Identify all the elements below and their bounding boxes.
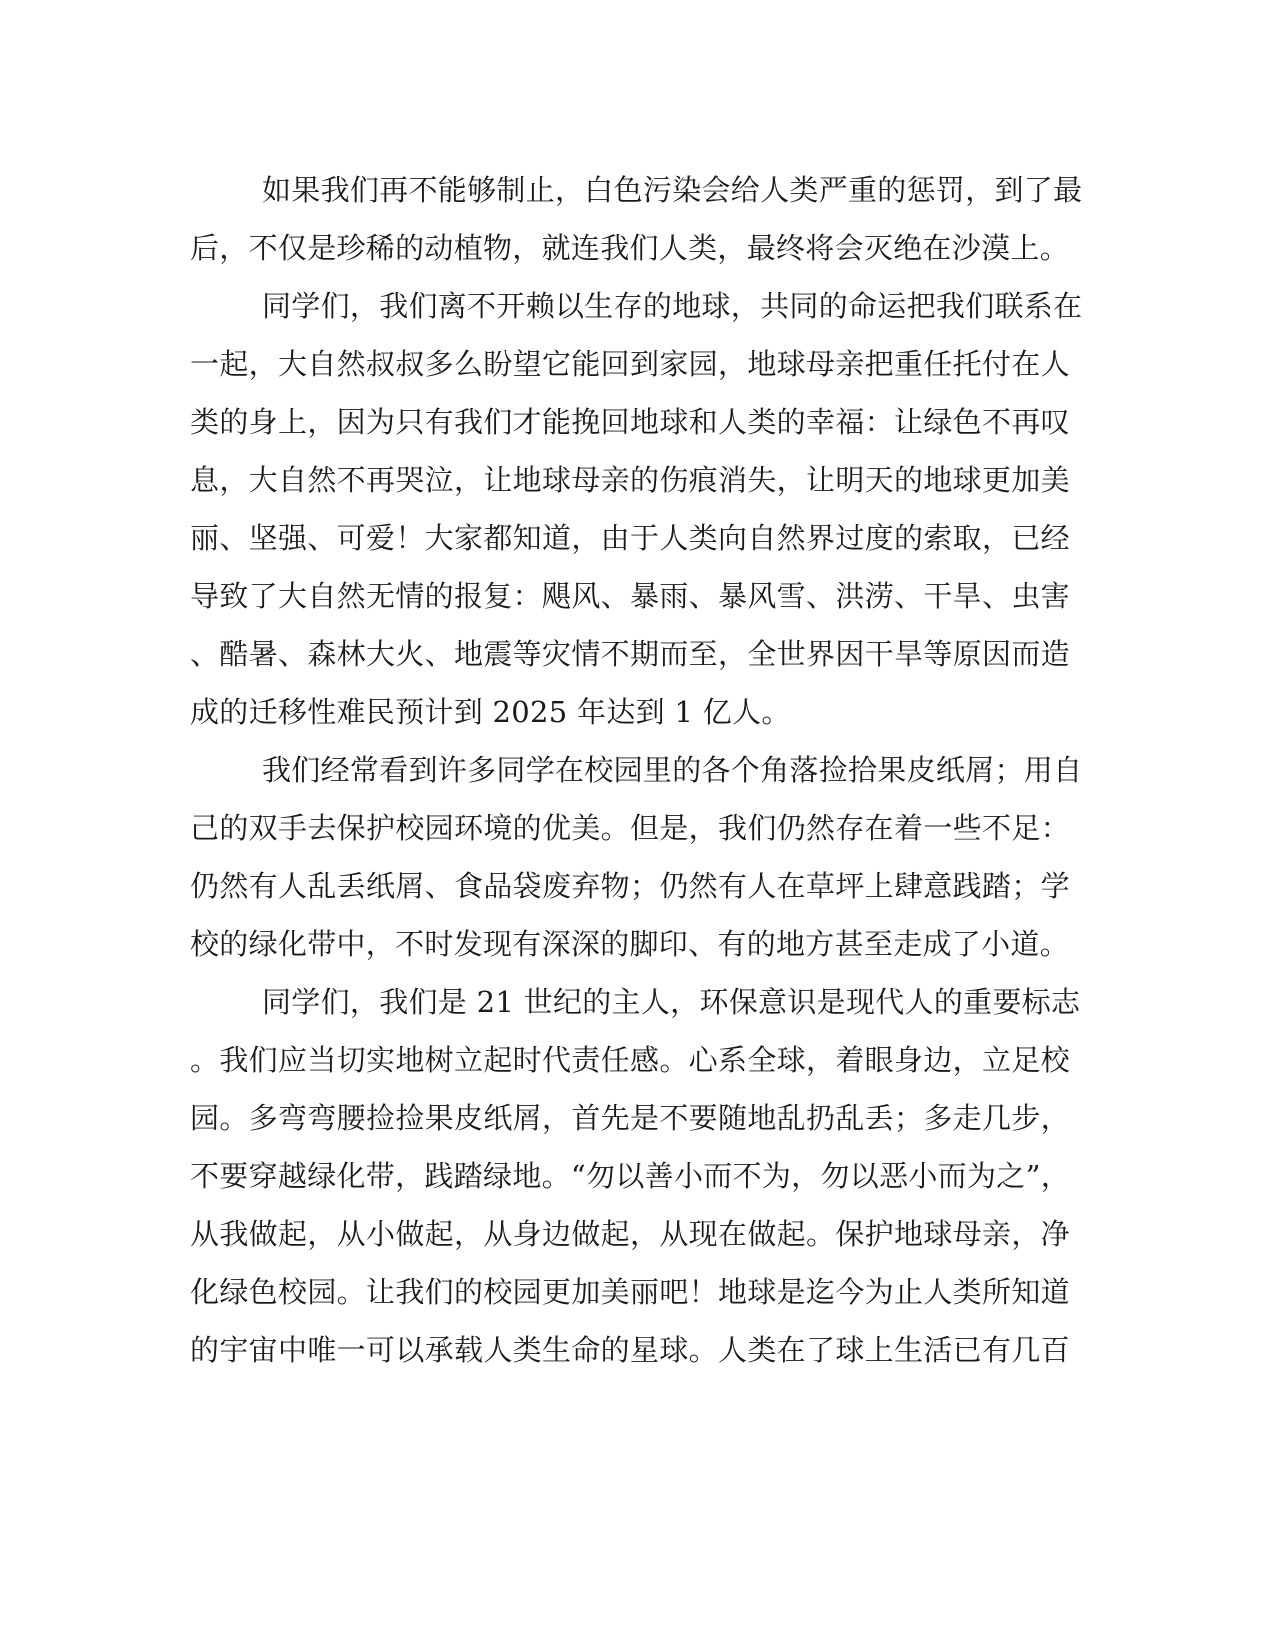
paragraph-1-line-2: 后，不仅是珍稀的动植物，就连我们人类，最终将会灭绝在沙漠上。 bbox=[190, 231, 1070, 265]
paragraph-3-line-3: 仍然有人乱丢纸屑、食品袋废弃物；仍然有人在草坪上肆意践踏；学 bbox=[190, 869, 1070, 903]
paragraph-2-line-3: 类的身上，因为只有我们才能挽回地球和人类的幸福：让绿色不再叹 bbox=[190, 405, 1070, 439]
paragraph-4-line-3: 园。多弯弯腰捡捡果皮纸屑，首先是不要随地乱扔乱丢；多走几步， bbox=[190, 1101, 1070, 1135]
paragraph-4-line-6: 化绿色校园。让我们的校园更加美丽吧！地球是迄今为止人类所知道 bbox=[190, 1275, 1070, 1309]
paragraph-4-line-1: 同学们，我们是 21 世纪的主人，环保意识是现代人的重要标志 bbox=[262, 985, 1081, 1019]
paragraph-2-line-4: 息，大自然不再哭泣，让地球母亲的伤痕消失，让明天的地球更加美 bbox=[190, 463, 1070, 497]
paragraph-4-line-2: 。我们应当切实地树立起时代责任感。心系全球，着眼身边，立足校 bbox=[190, 1043, 1070, 1077]
paragraph-2-line-6: 导致了大自然无情的报复：飓风、暴雨、暴风雪、洪涝、干旱、虫害 bbox=[190, 579, 1070, 613]
paragraph-4-line-7: 的宇宙中唯一可以承载人类生命的星球。人类在了球上生活已有几百 bbox=[190, 1333, 1070, 1367]
paragraph-2-line-1: 同学们，我们离不开赖以生存的地球，共同的命运把我们联系在 bbox=[262, 289, 1083, 323]
paragraph-4-line-5: 从我做起，从小做起，从身边做起，从现在做起。保护地球母亲，净 bbox=[190, 1217, 1070, 1251]
paragraph-2-line-5: 丽、坚强、可爱！大家都知道，由于人类向自然界过度的索取，已经 bbox=[190, 521, 1070, 555]
paragraph-2-line-7: 、酷暑、森林大火、地震等灾情不期而至，全世界因干旱等原因而造 bbox=[190, 637, 1070, 671]
paragraph-2-line-8: 成的迁移性难民预计到 2025 年达到 1 亿人。 bbox=[190, 695, 791, 729]
paragraph-3-line-1: 我们经常看到许多同学在校园里的各个角落捡拾果皮纸屑；用自 bbox=[262, 753, 1083, 787]
paragraph-1-line-1: 如果我们再不能够制止，白色污染会给人类严重的惩罚，到了最 bbox=[262, 173, 1083, 207]
paragraph-3-line-4: 校的绿化带中，不时发现有深深的脚印、有的地方甚至走成了小道。 bbox=[190, 927, 1070, 961]
paragraph-2-line-2: 一起，大自然叔叔多么盼望它能回到家园，地球母亲把重任托付在人 bbox=[190, 347, 1070, 381]
paragraph-4-line-4: 不要穿越绿化带，践踏绿地。“勿以善小而不为，勿以恶小而为之”， bbox=[190, 1159, 1070, 1193]
paragraph-3-line-2: 己的双手去保护校园环境的优美。但是，我们仍然存在着一些不足： bbox=[190, 811, 1070, 845]
